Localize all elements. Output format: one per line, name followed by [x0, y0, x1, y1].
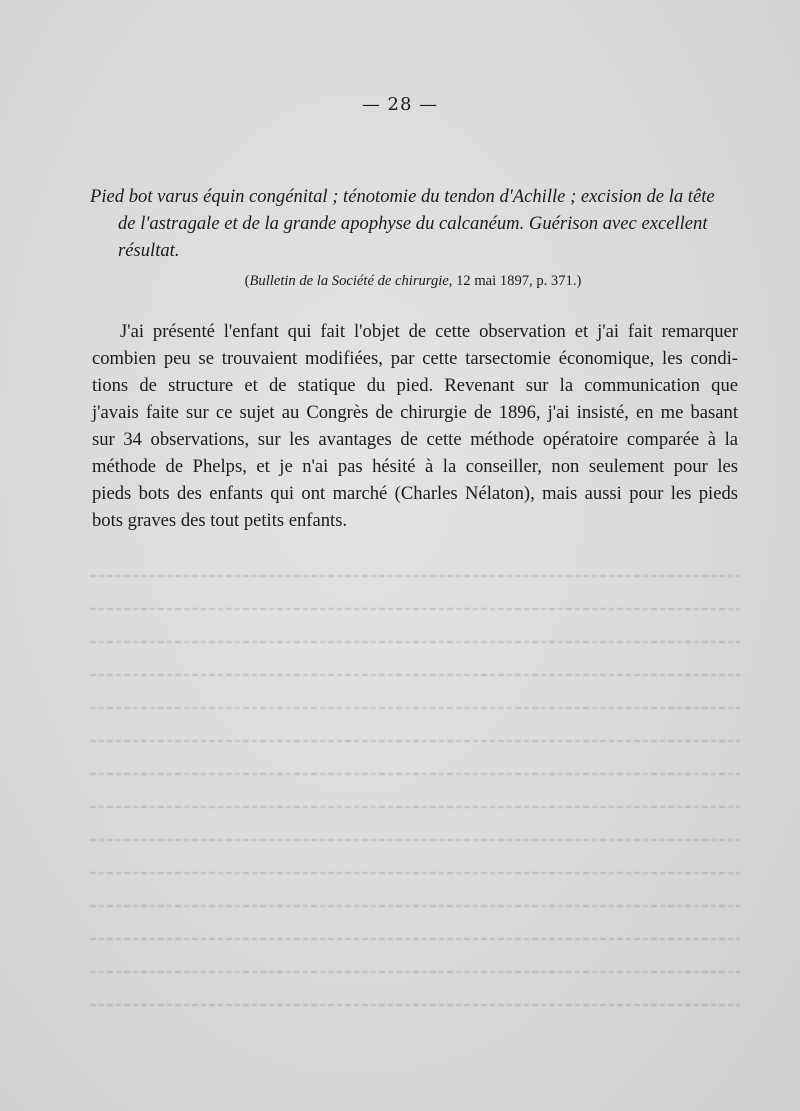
body-line: bots graves des tout petits enfants.	[92, 510, 348, 531]
body-line: combien peu se trouvaient modifiées, par cette tarsectomie économique, les condi-	[92, 348, 738, 369]
body-line: méthode de Phelps, et je n'ai pas hésité à la conseiller, non seulement pour les	[92, 456, 738, 477]
citation-journal: Bulletin de la Société de chirurgie	[249, 273, 449, 289]
body-line: J'ai présenté l'enfant qui fait l'objet de cette observation et j'ai fait remarquer	[120, 321, 738, 342]
title-line-2: de l'astragale et de la grande apophyse du calcanéum. Guérison avec excellent	[118, 213, 708, 234]
body-paragraph	[92, 318, 738, 534]
observation-title	[90, 183, 740, 264]
citation-details: , 12 mai 1897, p. 371.)	[448, 273, 582, 289]
title-line-3: résultat.	[118, 240, 180, 261]
citation-open: (	[244, 273, 250, 289]
source-citation	[0, 273, 800, 290]
body-line: tions de structure et de statique du pied. Revenant sur la communication que	[92, 375, 738, 396]
show-through-texture	[90, 575, 740, 1055]
page-number: — 28 —	[361, 94, 439, 115]
body-line: sur 34 observations, sur les avantages de cette méthode opératoire comparée à la	[92, 429, 738, 450]
body-line: pieds bots des enfants qui ont marché (Charles Nélaton), mais aussi pour les pieds	[92, 483, 738, 504]
body-line: j'avais faite sur ce sujet au Congrès de chirurgie de 1896, j'ai insisté, en me basant	[92, 402, 738, 423]
title-line-1: Pied bot varus équin congénital ; ténotomie du tendon d'Achille ; excision de la tête	[90, 186, 715, 207]
